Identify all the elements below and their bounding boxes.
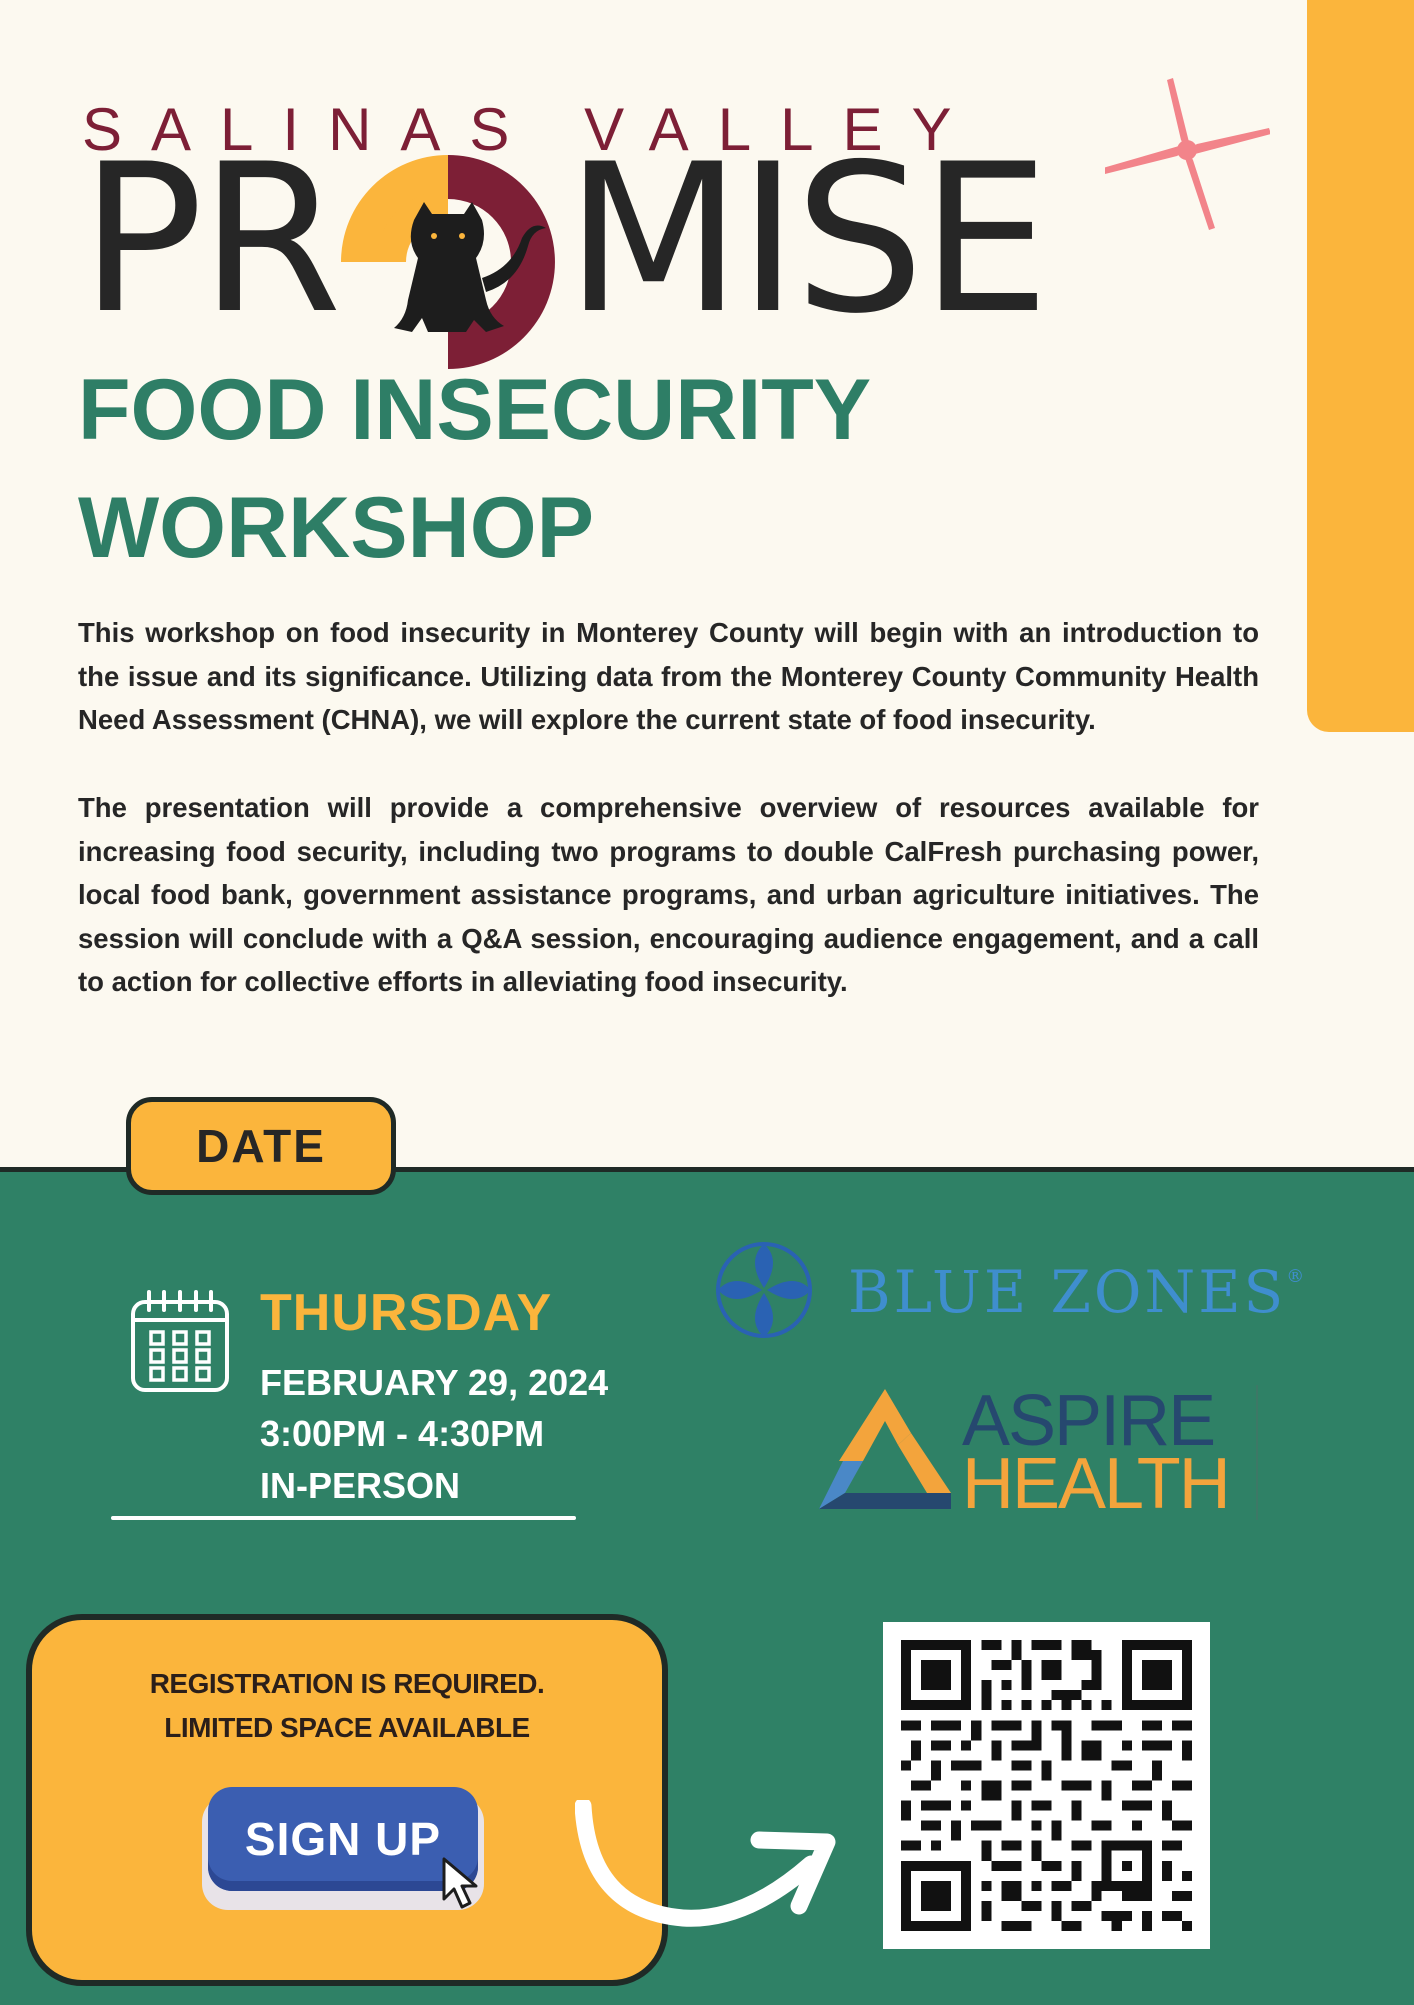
event-date: FEBRUARY 29, 2024 [260,1362,609,1403]
aspire-health-logo-icon [815,1385,955,1513]
space-notice: LIMITED SPACE AVAILABLE [164,1712,530,1743]
logo-tagline: SALINAS VALLEY [82,96,981,163]
sparkle-icon [1105,65,1270,235]
blue-zones-logo [848,1258,1307,1326]
event-mode: IN-PERSON [260,1465,461,1506]
intro-paragraph: This workshop on food insecurity in Monterey County will begin with an introduction to the issue and its significance. Utilizing data from the Monterey County Community Health Need Assessment (CHNA), we will explore the current state of food insecurity. [78,617,1259,735]
logo-wordmark-left: PR [80,121,339,359]
date-tab [126,1097,396,1195]
page-title-line-2: WORKSHOP [78,480,594,576]
date-tab-label: DATE [196,1120,326,1172]
registration-notice: REGISTRATION IS REQUIRED. [149,1668,545,1699]
signup-button[interactable]: SIGN UP [208,1787,478,1891]
event-day: THURSDAY [260,1284,553,1342]
event-time: 3:00PM - 4:30PM [260,1413,545,1454]
calendar-icon [129,1288,231,1396]
arrow-icon [575,1800,845,1950]
cursor-icon [440,1855,490,1913]
date-divider [111,1516,576,1520]
overview-paragraph: The presentation will provide a comprehensive overview of resources available for increasing food security, including two programs to double CalFresh purchasing power, local food bank, government assistance programs, and urban agriculture initiatives. The session will conclude with a Q&A session, encouraging audience engagement, and a call to action for collective efforts in alleviating food insecurity. [78,792,1259,997]
logo-wordmark-right: MISE [565,121,1046,359]
blue-zones-wordmark: BLUE ZONES [848,1258,1287,1326]
blue-zones-logo-icon [712,1238,817,1343]
registered-mark: ® [1286,1266,1308,1287]
qr-code-icon [901,1640,1192,1931]
panther-emblem-icon [336,150,561,375]
aspire-health-wordmark-line-1: ASPIRE [962,1381,1215,1461]
page-title-line-1: FOOD INSECURITY [78,362,872,458]
qr-code[interactable] [883,1622,1210,1949]
aspire-health-wordmark-line-2: HEALTH [962,1444,1229,1524]
side-accent-strip [1307,0,1414,732]
sponsor-divider [1256,1385,1258,1520]
